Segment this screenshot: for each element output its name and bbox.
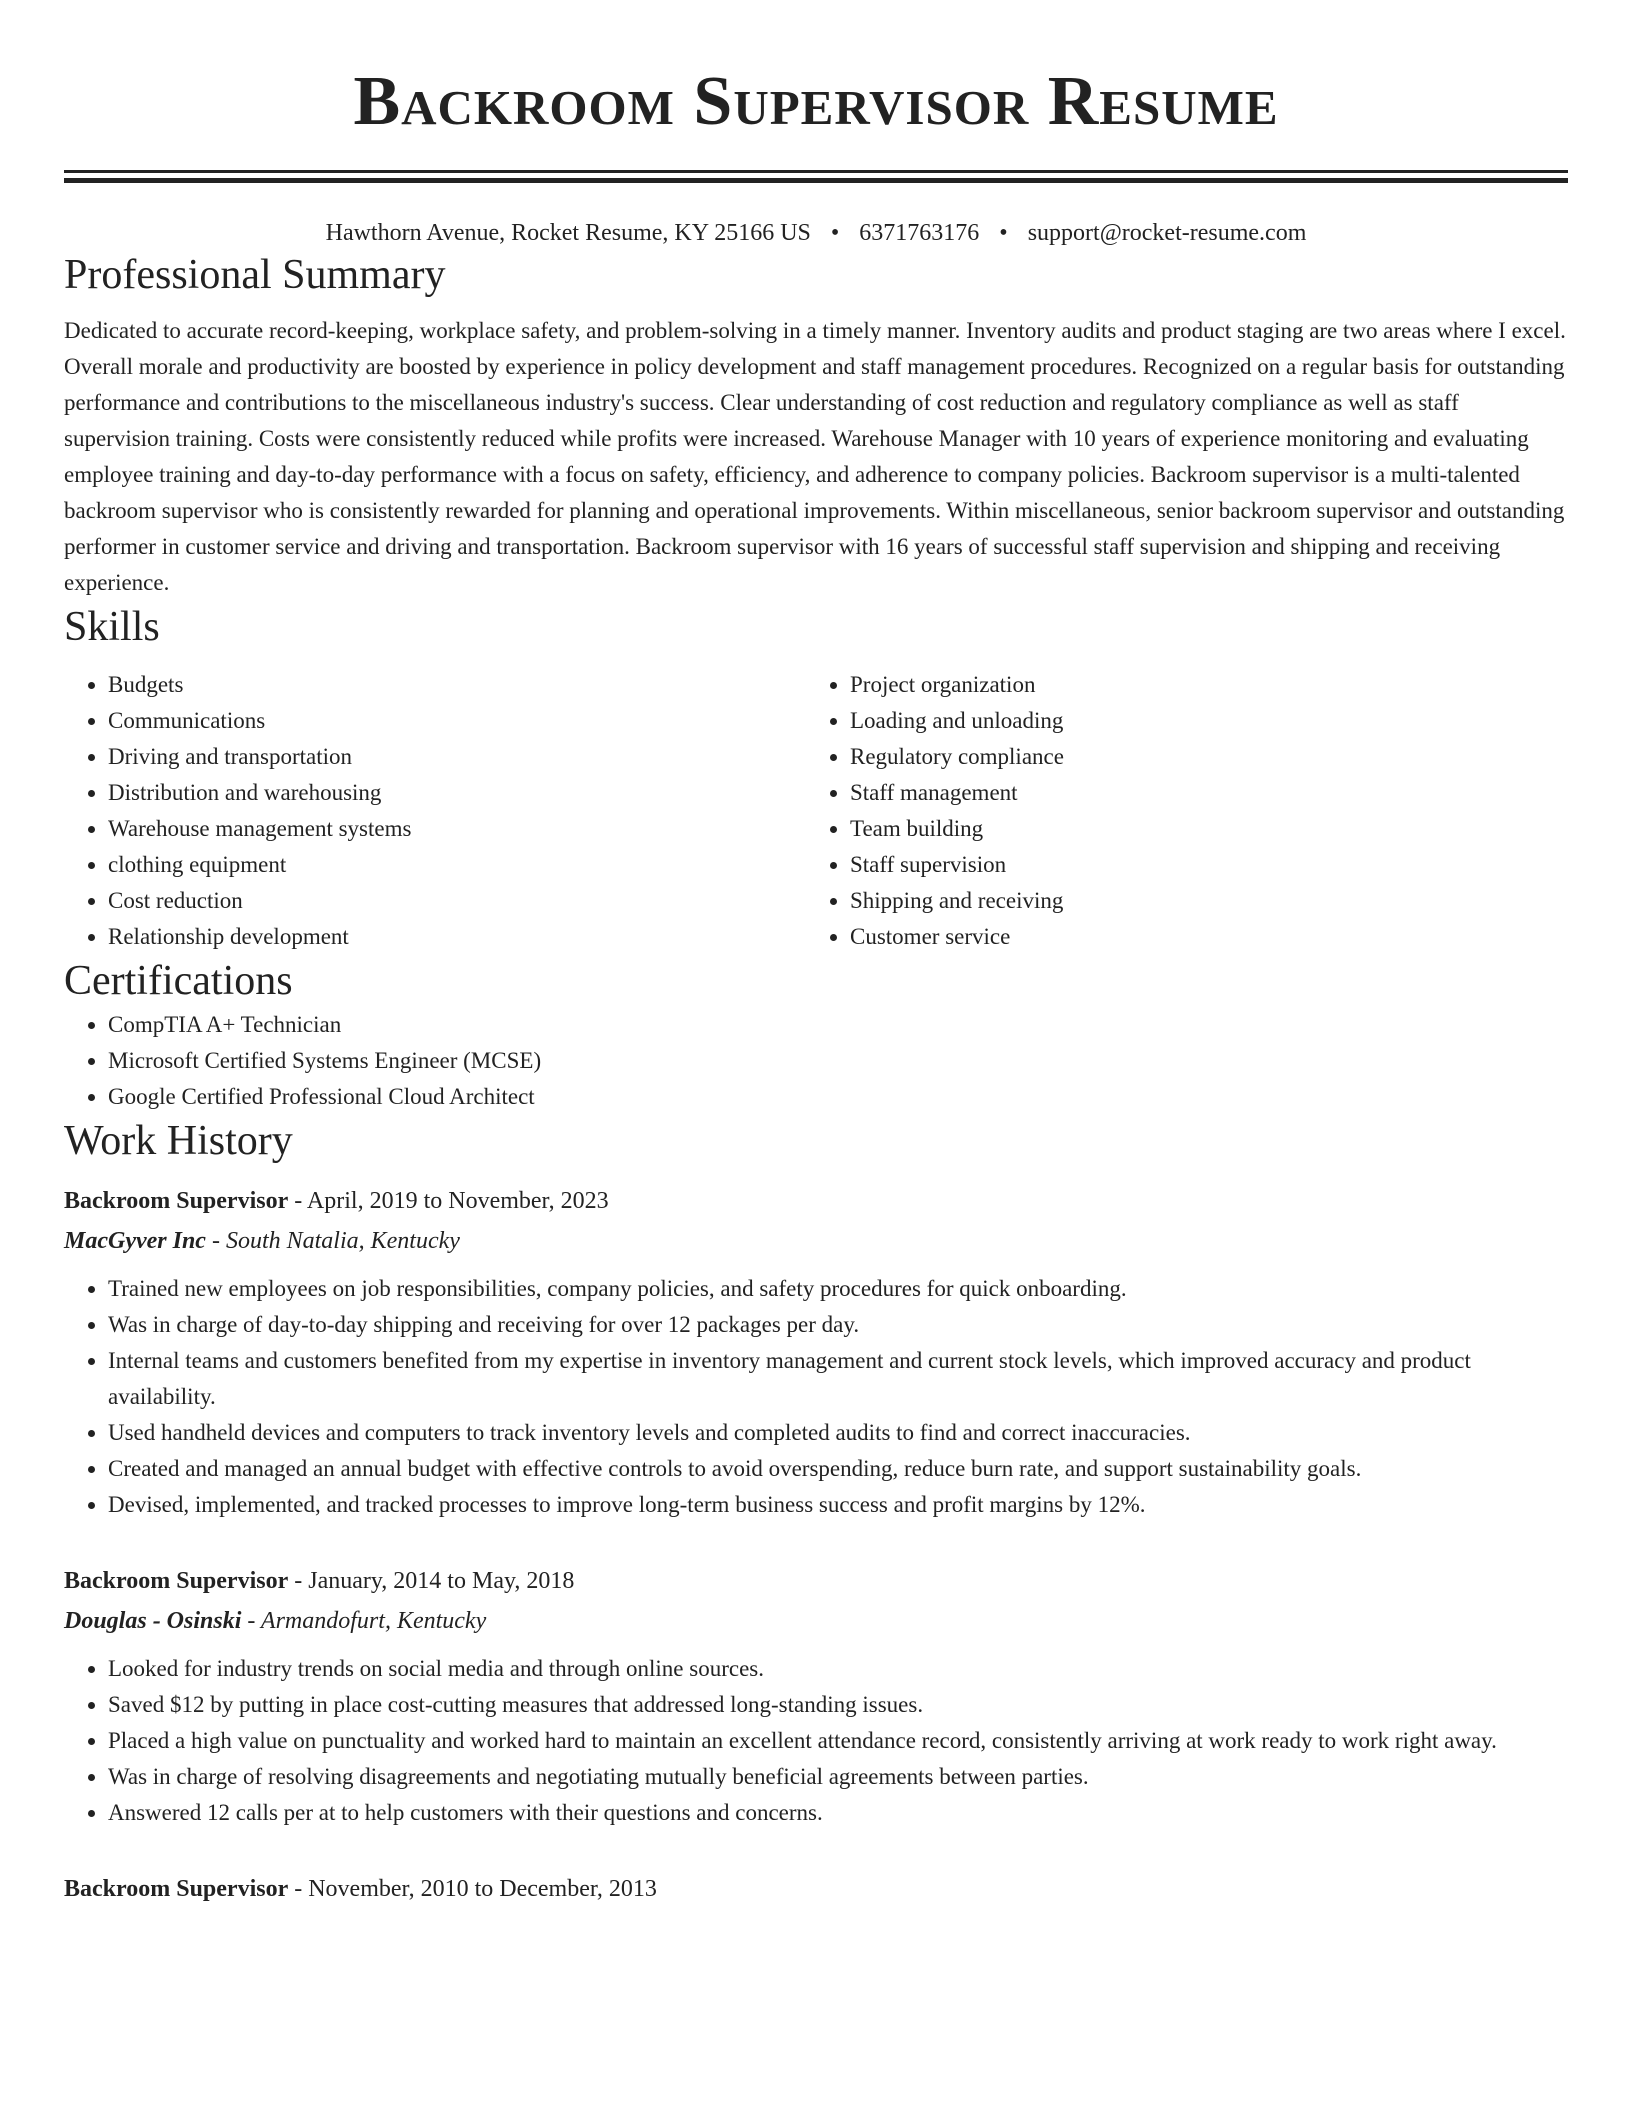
job-dates: - November, 2010 to December, 2013 [288, 1876, 657, 1902]
contact-phone: 6371763176 [859, 220, 980, 246]
job-company: Douglas - Osinski [64, 1608, 242, 1634]
skill-item: • clothing equipment [108, 847, 806, 883]
job-title: Backroom Supervisor [64, 1188, 289, 1214]
skill-item: • Team building [850, 811, 1548, 847]
certification-item: • CompTIA A+ Technician [108, 1007, 1568, 1043]
skill-item: • Driving and transportation [108, 739, 806, 775]
summary-text: Dedicated to accurate record-keeping, workplace safety, and problem-solving in a timely manner. Inventory audits and product staging are two areas where I excel. Overall morale and productivity are boosted by experience in policy development and staff management procedures. Recognized on a regular basis for outstanding performance and contributions to the miscellaneous industry's success. Clear understanding of cost reduction and regulatory compliance as well as staff supervision training. Costs were consistently reduced while profits were increased. Warehouse Manager with 10 years of experience monitoring and evaluating employee training and day-to-day performance with a focus on safety, efficiency, and adherence to company policies. Backroom supervisor is a multi-talented backroom supervisor who is consistently rewarded for planning and operational improvements. Within miscellaneous, senior backroom supervisor and outstanding performer in customer service and driving and transportation. Backroom supervisor with 16 years of successful staff supervision and shipping and receiving experience. [64, 318, 1566, 595]
job-title-line [64, 1561, 1568, 1601]
skill-item: • Loading and unloading [850, 703, 1548, 739]
job-bullet: • Looked for industry trends on social media and through online sources. [108, 1651, 1568, 1687]
skills-right-list [806, 667, 1548, 955]
certification-item: • Google Certified Professional Cloud Architect [108, 1079, 1568, 1115]
skills-heading: Skills [64, 604, 160, 650]
job-bullet: • Placed a high value on punctuality and worked hard to maintain an excellent attendance record, consistently arriving at work ready to work right away. [108, 1723, 1568, 1759]
certification-item: • Microsoft Certified Systems Engineer (MCSE) [108, 1043, 1568, 1079]
contact-address: Hawthorn Avenue, Rocket Resume, KY 25166 US [325, 220, 811, 246]
skills-columns [64, 667, 1568, 955]
job-company-line [64, 1601, 1568, 1641]
title-double-rule [64, 170, 1568, 183]
job-title: Backroom Supervisor [64, 1876, 289, 1902]
job-bullet: • Answered 12 calls per at to help customers with their questions and concerns. [108, 1795, 1568, 1831]
job-entry [64, 1869, 1568, 1909]
job-bullet: • Internal teams and customers benefited from my expertise in inventory management and current stock levels, which improved accuracy and product availability. [108, 1343, 1568, 1415]
skill-item: • Project organization [850, 667, 1548, 703]
skill-item: • Warehouse management systems [108, 811, 806, 847]
job-location: - South Natalia, Kentucky [205, 1228, 460, 1254]
skill-item: • Staff supervision [850, 847, 1548, 883]
job-company-line [64, 1221, 1568, 1261]
job-bullets [64, 1271, 1568, 1523]
contact-separator: • [999, 220, 1008, 246]
job-bullets [64, 1651, 1568, 1831]
skill-item: • Staff management [850, 775, 1548, 811]
job-entry [64, 1181, 1568, 1523]
job-bullet: • Saved $12 by putting in place cost-cutting measures that addressed long-standing issues. [108, 1687, 1568, 1723]
skill-item: • Budgets [108, 667, 806, 703]
job-dates: - January, 2014 to May, 2018 [288, 1568, 575, 1594]
skills-right-column [806, 667, 1548, 955]
work-history-heading: Work History [64, 1118, 293, 1164]
contact-email: support@rocket-resume.com [1027, 220, 1307, 246]
summary-heading: Professional Summary [64, 252, 446, 298]
contact-line [64, 217, 1568, 249]
job-company: MacGyver Inc [64, 1228, 206, 1254]
skill-item: • Regulatory compliance [850, 739, 1548, 775]
job-bullet: • Devised, implemented, and tracked processes to improve long-term business success and profit margins by 12%. [108, 1487, 1568, 1523]
skill-item: • Communications [108, 703, 806, 739]
certifications-list [64, 1007, 1568, 1115]
contact-separator: • [830, 220, 840, 246]
job-bullet: • Trained new employees on job responsibilities, company policies, and safety procedures for quick onboarding. [108, 1271, 1568, 1307]
job-bullet: • Was in charge of resolving disagreements and negotiating mutually beneficial agreements between parties. [108, 1759, 1568, 1795]
job-title-line [64, 1869, 1568, 1909]
skill-item: • Distribution and warehousing [108, 775, 806, 811]
skill-item: • Relationship development [108, 919, 806, 955]
job-entry [64, 1561, 1568, 1831]
skills-left-column [64, 667, 806, 955]
skill-item: • Customer service [850, 919, 1548, 955]
job-dates: - April, 2019 to November, 2023 [288, 1188, 609, 1214]
job-location: - Armandofurt, Kentucky [241, 1608, 487, 1634]
job-bullet: • Was in charge of day-to-day shipping and receiving for over 12 packages per day. [108, 1307, 1568, 1343]
skills-left-list [64, 667, 806, 955]
skill-item: • Shipping and receiving [850, 883, 1548, 919]
job-bullet: • Used handheld devices and computers to track inventory levels and completed audits to find and correct inaccuracies. [108, 1415, 1568, 1451]
job-title: Backroom Supervisor [64, 1568, 289, 1594]
resume-title: Backroom Supervisor Resume [353, 63, 1279, 140]
job-bullet: • Created and managed an annual budget with effective controls to avoid overspending, reduce burn rate, and support sustainability goals. [108, 1451, 1568, 1487]
job-title-line [64, 1181, 1568, 1221]
skill-item: • Cost reduction [108, 883, 806, 919]
certifications-heading: Certifications [64, 958, 293, 1004]
